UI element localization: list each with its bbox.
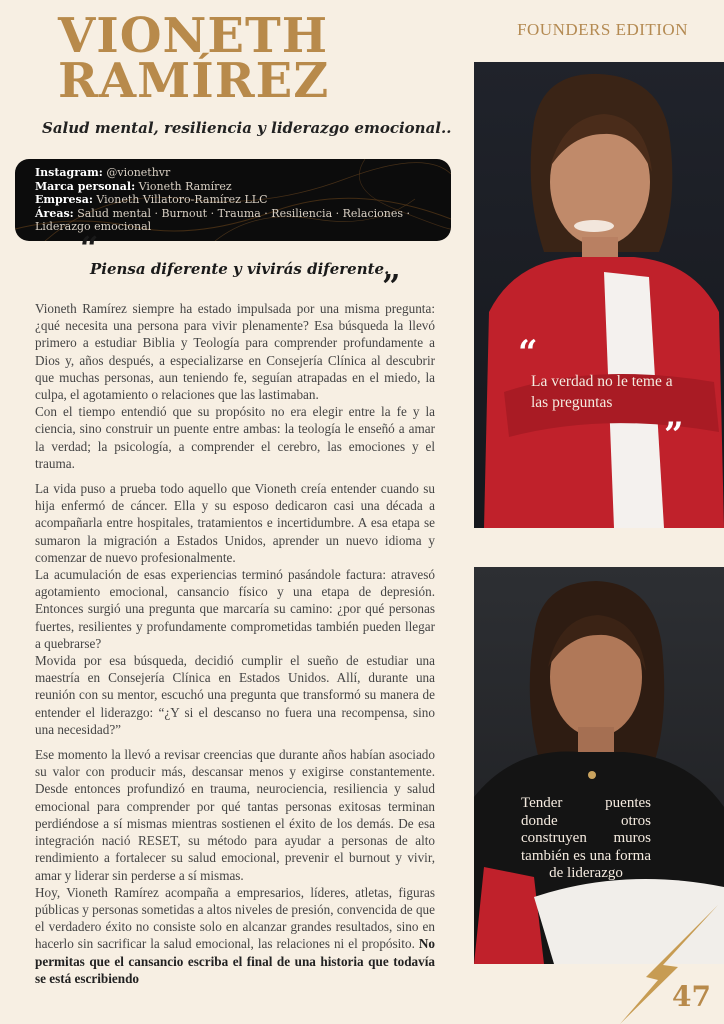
pullquote-bridges: Tender puentes donde otros construyen muros también es una forma de liderazgo [521, 795, 651, 882]
instagram-handle: @vionethvr [102, 166, 171, 179]
article-subtitle: Salud mental, resiliencia y liderazgo emocional.. [42, 119, 452, 137]
pullquote-truth: La verdad no le teme a las preguntas [531, 373, 673, 411]
paragraph: La vida puso a prueba todo aquello que Vioneth creía entender cuando su hija enfermó de cáncer. Ella y su esposo dedicaron casi una década a acompañarla entre hospitales, tratamientos e incertidumbre. A esa etapa se sumaron la migración a Estados Unidos, aprender un nuevo idioma y comenzar de nuevo profesionalmente. [35, 481, 435, 565]
paragraph: Movida por esa búsqueda, decidió cumplir el sueño de estudiar una maestría en Consejería Clínica en Estados Unidos. Allí, durante una reunión con su mentor, escuchó una pregunta que transformó su manera de entender el liderazgo: “¿Y si el descanso no fuera una recompensa, sino una necesidad?” [35, 653, 435, 737]
info-lines [35, 166, 437, 234]
motto-close-quote-icon: ” [382, 267, 401, 305]
author-first-name: VIONETH [58, 8, 329, 64]
info-company: Empresa: Vioneth Villatoro-Ramírez LLC [35, 193, 268, 207]
page-number: 47 [672, 980, 711, 1013]
portrait-photo-red-blazer [474, 62, 724, 528]
motto-open-quote-icon: “ [80, 229, 99, 267]
edition-label: FOUNDERS EDITION [517, 20, 688, 39]
info-instagram: Instagram: @vionethvr [35, 166, 171, 179]
pullquote1-close-quote-icon: ” [664, 415, 684, 455]
paragraph: Ese momento la llevó a revisar creencias que durante años habían asociado su valor con producir más, descansar menos y exigirse constantemente. Desde entonces profundizó en trauma, neurociencia, resiliencia y salud emocional para comprender por qué tantas personas exitosas terminan perdiéndose a sí mismas mientras sostienen el éxito de los demás. De esa integración nació RESET, su método para ayudar a personas de alto rendimiento a fortalecer su salud emocional, prevenir el burnout y vivir, amar y liderar sin perderse a sí mismas. [35, 747, 435, 883]
paragraph: Hoy, Vioneth Ramírez acompaña a empresarios, líderes, atletas, figuras públicas y personas sometidas a altos niveles de presión, convencida de que el verdadero éxito no consiste solo en alcanzar grandes resultados, sino en hacerlo sin sacrificar la salud emocional, las relaciones ni el propósito. No permitas que el cansancio escriba el final de una historia que todavía se está escribiendo [35, 884, 435, 986]
pullquote1-open-quote-icon: “ [518, 333, 538, 373]
motto-quote: Piensa diferente y vivirás diferente. [90, 260, 390, 278]
paragraph: La acumulación de esas experiencias terminó pasándole factura: atravesó agotamiento emocional, cansancio físico y una etapa de depresión. Entonces surgió una pregunta que marcaría su camino: ¿por qué personas fuertes, resilientes y profundamente comprometidas también pueden llegar a quebrarse? [35, 567, 435, 651]
closing-bold-line: No permitas que el cansancio escriba el final de una historia que todavía se está escribiendo [35, 936, 435, 986]
portrait-illustration [474, 62, 724, 528]
author-name [58, 8, 330, 109]
paragraph: Con el tiempo entendió que su propósito no era elegir entre la fe y la ciencia, sino construir un puente entre ambas: la teología le enseñó a amar la verdad; la psicología, a comprender el cerebro, las emociones y el trauma. [35, 404, 435, 471]
info-brand: Marca personal: Vioneth Ramírez [35, 179, 232, 193]
info-areas: Áreas: Salud mental · Burnout · Trauma · Resiliencia · Relaciones · Liderazgo emocional [35, 206, 411, 234]
author-last-name: RAMÍREZ [58, 53, 330, 109]
article-body [35, 300, 435, 987]
paragraph: Vioneth Ramírez siempre ha estado impulsada por una misma pregunta: ¿qué necesita una persona para vivir plenamente? Esa búsqueda la llevó primero a estudiar Biblia y Teología para comprender profundamente a Dios y, años después, a especializarse en Consejería Clínica al descubrir que muchas personas, aun teniendo fe, seguían atrapadas en el miedo, la culpa, el agotamiento o relaciones que las lastimaban. [35, 301, 435, 403]
